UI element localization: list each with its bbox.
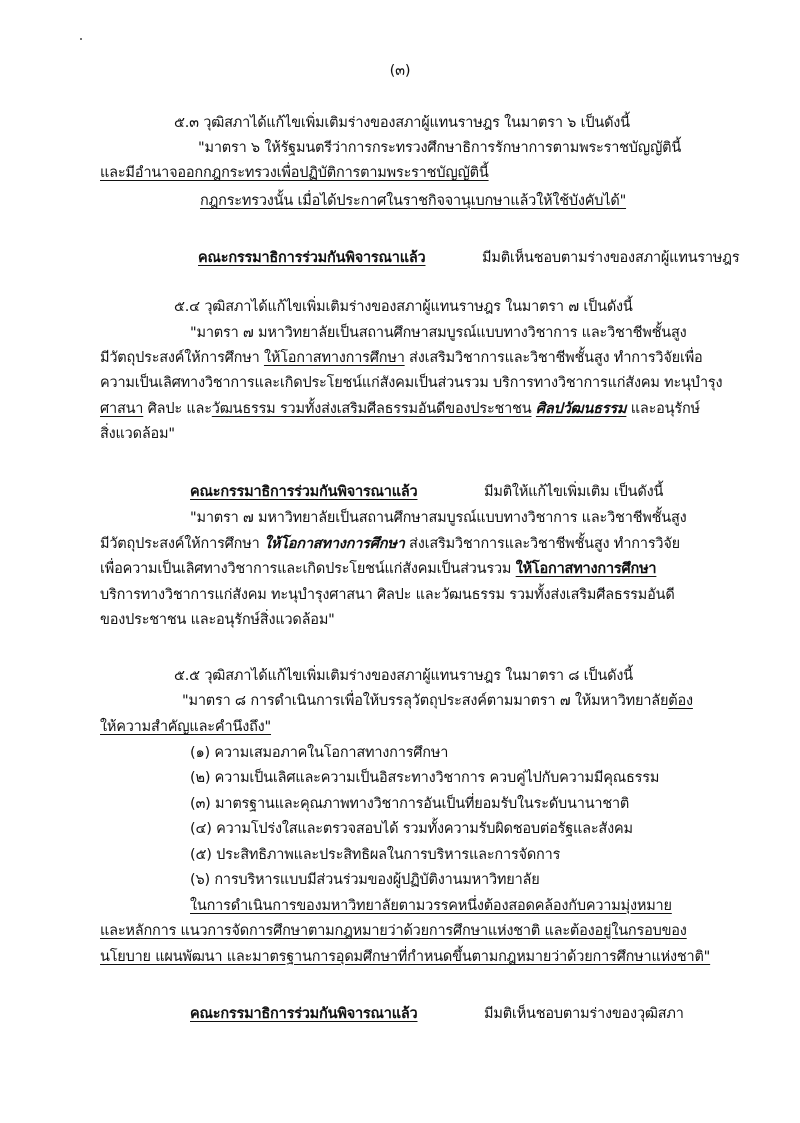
- section-5-5-list-item: (๑) ความเสมอภาคในโอกาสทางการศึกษา: [190, 745, 449, 761]
- section-5-5-list-item: (๕) ประสิทธิภาพและประสิทธิผลในการบริหารและการจัดการ: [190, 847, 561, 863]
- section-5-3-committee-opinion: มีมติเห็นชอบตามร่างของสภาผู้แทนราษฎร: [482, 250, 740, 266]
- section-5-4-amended-line: ของประชาชน และอนุรักษ์สิ่งแวดล้อม": [100, 612, 335, 628]
- section-5-4-senate-line: "มาตรา ๗ มหาวิทยาลัยเป็นสถานศึกษาสมบูรณ์แบบทางวิชาการ และวิชาชีพชั้นสูง: [190, 325, 687, 341]
- section-5-5-text-line: "มาตรา ๘ การดำเนินการเพื่อให้บรรลุวัตถุประสงค์ตามมาตรา ๗ ให้มหาวิทยาลัยต้อง: [182, 693, 693, 709]
- section-5-5-committee-label: คณะกรรมาธิการร่วมกันพิจารณาแล้ว: [190, 1006, 418, 1022]
- section-5-4-amended-line: เพื่อความเป็นเลิศทางวิชาการและเกิดประโยชน์แก่สังคมเป็นส่วนรวม ให้โอกาสทางการศึกษา: [100, 561, 657, 577]
- section-5-4-committee-label: คณะกรรมาธิการร่วมกันพิจารณาแล้ว: [190, 484, 418, 500]
- page-number: (๓): [389, 63, 411, 79]
- section-5-4-intro: ๕.๔ วุฒิสภาได้แก้ไขเพิ่มเติมร่างของสภาผู้แทนราษฎร ในมาตรา ๗ เป็นดังนี้: [174, 299, 633, 315]
- section-5-4-amended-line: บริการทางวิชาการแก่สังคม ทะนุบำรุงศาสนา ศิลปะ และวัฒนธรรม รวมทั้งส่งเสริมศีลธรรมอันดี: [100, 587, 675, 603]
- section-5-5-paragraph-line: นโยบาย แผนพัฒนา และมาตรฐานการอุดมศึกษาที่กำหนดขึ้นตามกฎหมายว่าด้วยการศึกษาแห่งชาติ": [100, 949, 711, 965]
- section-5-3-committee-label: คณะกรรมาธิการร่วมกันพิจารณาแล้ว: [198, 250, 426, 266]
- section-5-5-list-item: (๓) มาตรฐานและคุณภาพทางวิชาการอันเป็นที่ยอมรับในระดับนานาชาติ: [190, 796, 630, 812]
- section-5-4-amended-line: "มาตรา ๗ มหาวิทยาลัยเป็นสถานศึกษาสมบูรณ์แบบทางวิชาการ และวิชาชีพชั้นสูง: [190, 510, 687, 526]
- section-5-4-committee-opinion: มีมติให้แก้ไขเพิ่มเติม เป็นดังนี้: [484, 484, 664, 500]
- section-5-4-amended-line: มีวัตถุประสงค์ให้การศึกษา ให้โอกาสทางการศึกษา ส่งเสริมวิชาการและวิชาชีพชั้นสูง ทำการวิจัย: [100, 536, 680, 552]
- section-5-4-senate-line: สิ่งแวดล้อม": [100, 426, 175, 442]
- section-5-5-list-item: (๔) ความโปร่งใสและตรวจสอบได้ รวมทั้งความรับผิดชอบต่อรัฐและสังคม: [190, 821, 633, 837]
- section-5-4-senate-line: ความเป็นเลิศทางวิชาการและเกิดประโยชน์แก่สังคมเป็นส่วนรวม บริการทางวิชาการแก่สังคม ทะนุบำรุง: [100, 375, 723, 391]
- section-5-5-text-line: ให้ความสำคัญและคำนึงถึง": [100, 719, 272, 735]
- section-5-3-text-line: กฎกระทรวงนั้น เมื่อได้ประกาศในราชกิจจานุเบกษาแล้วให้ใช้บังคับได้": [200, 193, 627, 209]
- section-5-5-committee-opinion: มีมติเห็นชอบตามร่างของวุฒิสภา: [484, 1006, 684, 1022]
- scan-speck: [80, 38, 82, 40]
- section-5-3-text-line: และมีอำนาจออกกฎกระทรวงเพื่อปฏิบัติการตามพระราชบัญญัตินี้: [100, 165, 489, 181]
- section-5-5-paragraph-line: ในการดำเนินการของมหาวิทยาลัยตามวรรคหนึ่งต้องสอดคล้องกับความมุ่งหมาย: [190, 898, 672, 914]
- section-5-5-list-item: (๒) ความเป็นเลิศและความเป็นอิสระทางวิชาการ ควบคู่ไปกับความมีคุณธรรม: [190, 770, 660, 786]
- section-5-5-paragraph-line: และหลักการ แนวการจัดการศึกษาตามกฎหมายว่าด้วยการศึกษาแห่งชาติ และต้องอยู่ในกรอบของ: [100, 923, 687, 939]
- section-5-3-text-line: "มาตรา ๖ ให้รัฐมนตรีว่าการกระทรวงศึกษาธิการรักษาการตามพระราชบัญญัตินี้: [198, 140, 682, 156]
- section-5-4-senate-line: ศาสนา ศิลปะ และวัฒนธรรม รวมทั้งส่งเสริมศีลธรรมอันดีของประชาชน ศิลปวัฒนธรรม และอนุรักษ์: [100, 401, 700, 417]
- section-5-5-list-item: (๖) การบริหารแบบมีส่วนร่วมของผู้ปฏิบัติงานมหาวิทยาลัย: [190, 872, 540, 888]
- section-5-3-intro: ๕.๓ วุฒิสภาได้แก้ไขเพิ่มเติมร่างของสภาผู้แทนราษฎร ในมาตรา ๖ เป็นดังนี้: [174, 115, 630, 131]
- section-5-5-intro: ๕.๕ วุฒิสภาได้แก้ไขเพิ่มเติมร่างของสภาผู้แทนราษฎร ในมาตรา ๘ เป็นดังนี้: [174, 668, 633, 684]
- section-5-4-senate-line: มีวัตถุประสงค์ให้การศึกษา ให้โอกาสทางการศึกษา ส่งเสริมวิชาการและวิชาชีพชั้นสูง ทำการวิจัยเพื่อ: [100, 350, 703, 366]
